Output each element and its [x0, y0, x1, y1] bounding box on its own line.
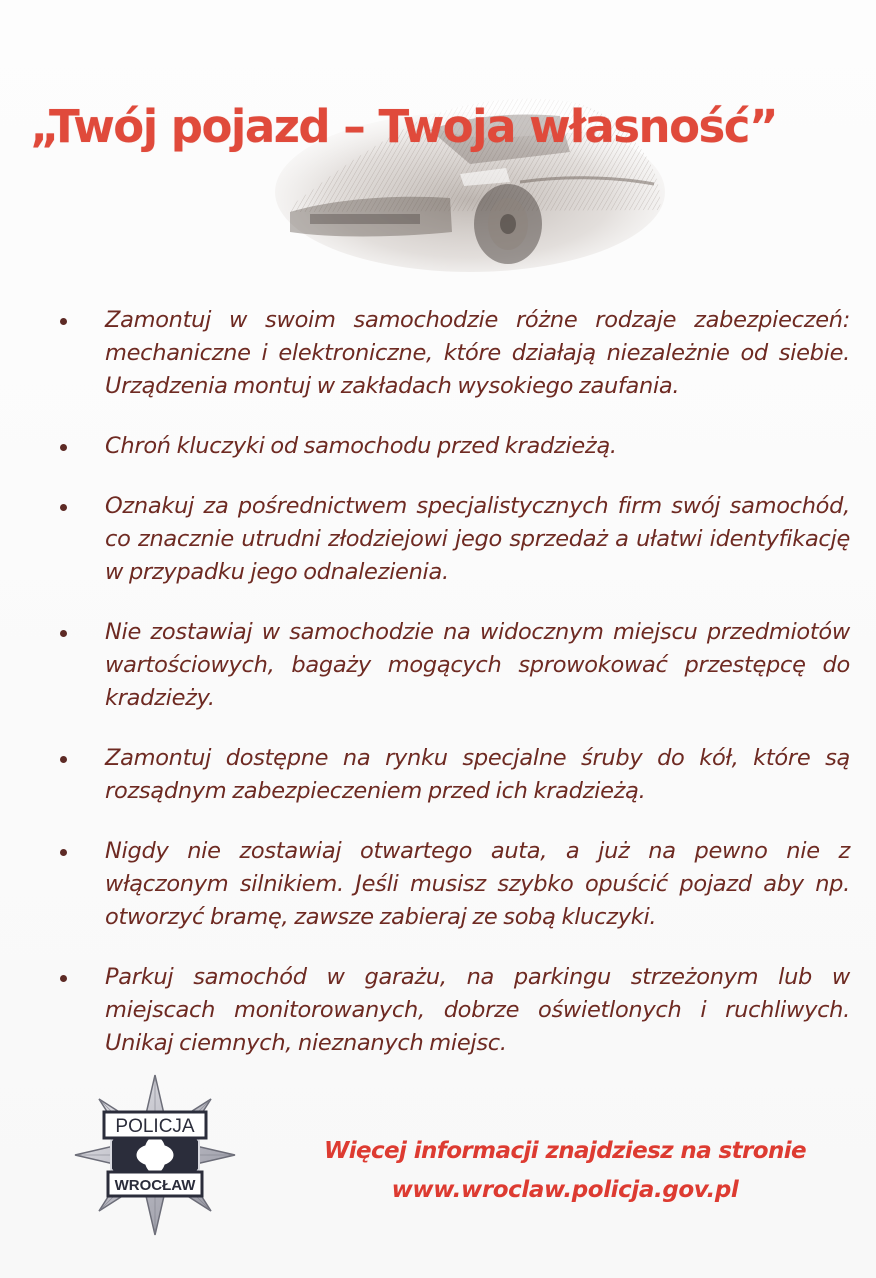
- footer-info-text: Więcej informacji znajdziesz na stronie: [323, 1138, 807, 1164]
- list-item: [60, 616, 850, 715]
- list-item-text: Nie zostawiaj w samochodzie na widocznym miejscu przedmiotów wartościowych, bagaży mogących sprowokować przestępcę do kradzieży.: [105, 619, 850, 711]
- footer-website-url: www.wroclaw.policja.gov.pl: [391, 1177, 739, 1203]
- list-item: [60, 430, 850, 463]
- bullet-icon: [60, 318, 67, 325]
- footer-info: [290, 1136, 840, 1206]
- list-item: [60, 835, 850, 934]
- page-title: „Twój pojazd – Twoja własność”: [30, 100, 778, 153]
- list-item-text: Zamontuj dostępne na rynku specjalne śruby do kół, które są rozsądnym zabezpieczeniem przed ich kradzieżą.: [105, 745, 850, 804]
- list-item-text: Nigdy nie zostawiaj otwartego auta, a już na pewno nie z włączonym silnikiem. Jeśli musisz szybko opuścić pojazd aby np. otworzyć bramę, zawsze zabieraj ze sobą kluczyki.: [105, 838, 850, 930]
- list-item: [60, 490, 850, 589]
- bullet-icon: [60, 504, 67, 511]
- list-item: [60, 742, 850, 808]
- bullet-icon: [60, 630, 67, 637]
- badge-bottom-label: WROCŁAW: [114, 1177, 196, 1194]
- list-item-text: Zamontuj w swoim samochodzie różne rodzaje zabezpieczeń: mechaniczne i elektroniczne, które działają niezależnie od siebie. Urządzenia montuj w zakładach wysokiego zaufania.: [105, 307, 850, 399]
- bullet-icon: [60, 975, 67, 982]
- badge-top-label: POLICJA: [115, 1116, 195, 1137]
- bullet-icon: [60, 756, 67, 763]
- star-shape: [75, 1075, 235, 1235]
- list-item: [60, 304, 850, 403]
- list-item: [60, 961, 850, 1060]
- list-item-text: Oznakuj za pośrednictwem specjalistycznych firm swój samochód, co znacznie utrudni złodziejowi jego sprzedaż a ułatwi identyfikację w przypadku jego odnalezienia.: [105, 493, 850, 585]
- bullet-icon: [60, 444, 67, 451]
- safety-tips-list: [60, 304, 850, 1087]
- bullet-icon: [60, 849, 67, 856]
- list-item-text: Parkuj samochód w garażu, na parkingu strzeżonym lub w miejscach monitorowanych, dobrze oświetlonych i ruchliwych. Unikaj ciemnych, nieznanych miejsc.: [105, 964, 850, 1056]
- list-item-text: Chroń kluczyki od samochodu przed kradzieżą.: [105, 433, 617, 459]
- police-star-badge-logo: [72, 1072, 238, 1238]
